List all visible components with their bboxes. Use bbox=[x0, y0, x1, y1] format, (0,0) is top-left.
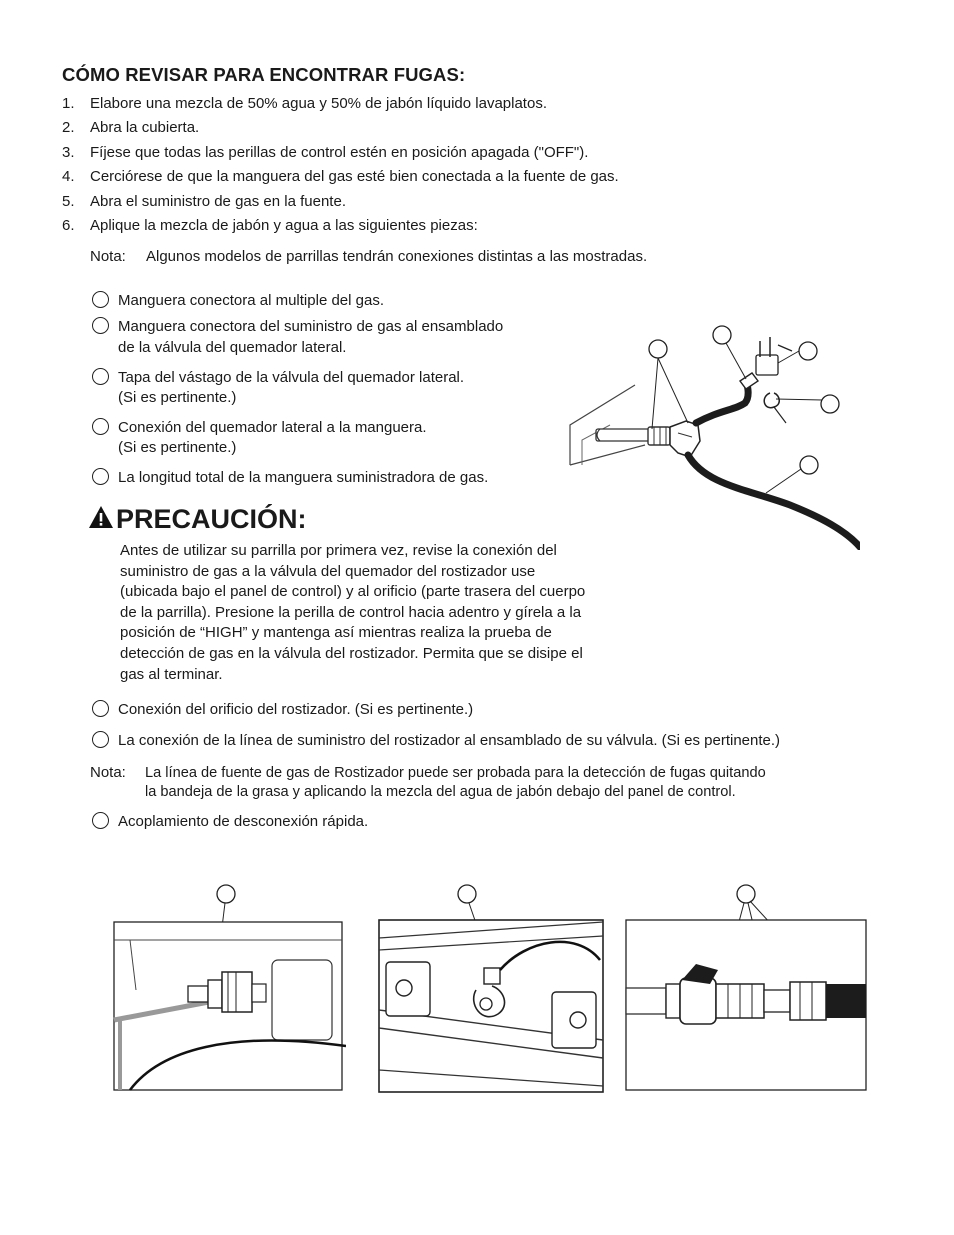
checklist-text: La conexión de la línea de suministro del rostizador al ensamblado de su válvula. (Si es pertinente.) bbox=[118, 732, 781, 749]
empty-circle-checkbox-icon bbox=[92, 317, 109, 334]
fitting-nut bbox=[648, 427, 670, 445]
note-text: la bandeja de la grasa y aplicando la mezcla del agua de jabón debajo del panel de control. bbox=[145, 784, 736, 800]
empty-circle-checkbox-icon bbox=[92, 368, 109, 385]
note-text: Algunos modelos de parrillas tendrán conexiones distintas a las mostradas. bbox=[146, 248, 648, 265]
note-models bbox=[90, 247, 790, 269]
step-text: Elabore una mezcla de 50% agua y 50% de jabón líquido lavaplatos. bbox=[90, 95, 547, 112]
empty-circle-checkbox-icon bbox=[92, 731, 109, 748]
valve-body bbox=[756, 355, 778, 375]
list-item bbox=[62, 192, 762, 216]
callout-circle bbox=[821, 395, 839, 413]
orifice-connection-illustration bbox=[110, 880, 346, 1094]
steps-list bbox=[62, 94, 762, 240]
empty-circle-checkbox-icon bbox=[92, 812, 109, 829]
caution-line: de la parrilla). Presione la perilla de control hacia adentro y gírela a la bbox=[120, 603, 582, 621]
caution-line: posición de “HIGH” y mantenga así mientras realiza la prueba de bbox=[120, 624, 552, 642]
valve-stem-cap bbox=[764, 393, 779, 408]
checklist-text: La longitud total de la manguera suministradora de gas. bbox=[118, 469, 489, 486]
list-item bbox=[62, 118, 762, 142]
supply-hose bbox=[688, 455, 860, 547]
grill-body-outline bbox=[570, 385, 635, 465]
side-burner-hose bbox=[696, 381, 748, 423]
step-number: 5. bbox=[62, 192, 75, 210]
checklist-text: Acoplamiento de desconexión rápida. bbox=[118, 813, 369, 830]
empty-circle-checkbox-icon bbox=[92, 291, 109, 308]
note-rotisserie bbox=[90, 763, 890, 807]
side-burner-valve bbox=[740, 373, 758, 389]
callout-circle bbox=[649, 340, 667, 358]
step-text: Abra el suministro de gas en la fuente. bbox=[90, 192, 346, 210]
list-item bbox=[62, 216, 762, 240]
callout-circle bbox=[217, 885, 235, 903]
step-text: Fíjese que todas las perillas de control estén en posición apagada ("OFF"). bbox=[90, 143, 589, 161]
step-text: Abra la cubierta. bbox=[90, 119, 200, 137]
quick-disconnect-illustration bbox=[622, 880, 872, 1094]
list-item bbox=[62, 94, 762, 118]
caution-line: (ubicada bajo el panel de control) y al orificio (parte trasera del cuerpo bbox=[120, 583, 586, 601]
callout-circle bbox=[458, 885, 476, 903]
caution-line: detección de gas en la válvula del rostizador. Permita que se disipe el bbox=[120, 644, 583, 662]
note-label: Nota: bbox=[90, 248, 126, 265]
caution-line: suministro de gas a la válvula del quemador del rostizador use bbox=[120, 562, 536, 580]
checklist-text: de la válvula del quemador lateral. bbox=[118, 339, 347, 356]
step-text: Cerciórese de que la manguera del gas esté bien conectada a la fuente de gas. bbox=[90, 168, 619, 186]
step-text: Aplique la mezcla de jabón y agua a las siguientes piezas: bbox=[90, 216, 478, 234]
hose-diagram bbox=[560, 315, 860, 550]
checklist-text: Conexión del quemador lateral a la manguera. bbox=[118, 419, 427, 436]
checklist-text: Manguera conectora al multiple del gas. bbox=[118, 292, 384, 309]
empty-circle-checkbox-icon bbox=[92, 468, 109, 485]
step-number: 4. bbox=[62, 168, 75, 186]
grill-body-outline bbox=[570, 445, 645, 465]
warning-triangle-icon bbox=[88, 505, 114, 536]
callout-circle bbox=[800, 456, 818, 474]
empty-circle-checkbox-icon bbox=[92, 418, 109, 435]
section-heading: CÓMO REVISAR PARA ENCONTRAR FUGAS: bbox=[62, 64, 466, 85]
checklist-text: Tapa del vástago de la válvula del quemador lateral. bbox=[118, 369, 465, 386]
valve-assembly-illustration bbox=[376, 880, 606, 1094]
note-label: Nota: bbox=[90, 764, 126, 781]
step-number: 1. bbox=[62, 95, 75, 112]
checklist-text: Manguera conectora del suministro de gas al ensamblado bbox=[118, 318, 504, 335]
step-number: 6. bbox=[62, 216, 75, 234]
note-text: La línea de fuente de gas de Rostizador puede ser probada para la detección de fugas quitando bbox=[145, 765, 766, 781]
checklist-text: (Si es pertinente.) bbox=[118, 389, 237, 406]
callout-circle bbox=[737, 885, 755, 903]
caution-heading-text: PRECAUCIÓN: bbox=[116, 504, 307, 534]
manifold-pipe bbox=[596, 429, 650, 441]
checklist-text: Conexión del orificio del rostizador. (Si es pertinente.) bbox=[118, 701, 474, 718]
callout-circle bbox=[799, 342, 817, 360]
caution-line: gas al terminar. bbox=[120, 665, 223, 683]
caution-line: Antes de utilizar su parrilla por primera vez, revise la conexión del bbox=[120, 542, 557, 559]
list-item bbox=[62, 143, 762, 167]
callout-circle bbox=[713, 326, 731, 344]
caution-body bbox=[120, 541, 660, 685]
step-number: 3. bbox=[62, 143, 75, 161]
empty-circle-checkbox-icon bbox=[92, 700, 109, 717]
step-number: 2. bbox=[62, 119, 75, 137]
list-item bbox=[62, 167, 762, 191]
checklist-text: (Si es pertinente.) bbox=[118, 439, 237, 456]
caution-title bbox=[88, 504, 307, 536]
